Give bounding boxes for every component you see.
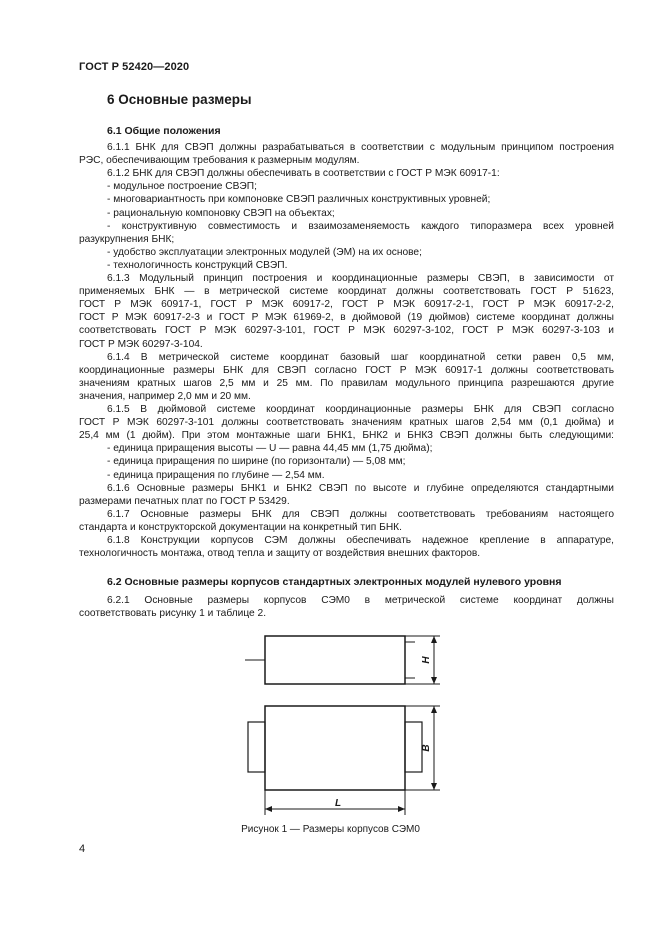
text-line: значения, например 2,0 мм и 20 мм. [79,390,251,402]
text-line: 6.1.7 Основные размеры БНК для СВЭП должны соответствовать требованиям настоящего [107,508,614,520]
dim-label-h: H [421,656,432,664]
text-line: 6.1.8 Конструкции корпусов СЭМ должны обеспечивать надежное крепление в аппаратуре, [107,535,614,546]
front-view-lead-left [248,722,265,772]
text-line: стандарта и конструкторской документации на конкретный тип БНК. [79,521,402,533]
front-view-lead-right [405,722,422,772]
dim-label-l: L [334,798,342,809]
text-line: 6.1.1 БНК для СВЭП должны разрабатываться в соответствии с модульным принципом построения [107,142,614,153]
text-line: РЭС, обеспечивающим требования к размерным модулям. [79,155,360,167]
text-line: - технологичность конструкций СВЭП. [107,259,288,271]
document-header: ГОСТ Р 52420—2020 [79,61,190,73]
text-line: 6.1.6 Основные размеры БНК1 и БНК2 СВЭП по высоте и глубине определяются стандартными [107,482,614,494]
text-line: 6.2.1 Основные размеры корпусов СЭМ0 в метрической системе координат должны [107,595,614,606]
text-line: разукрупнения БНК; [79,233,175,245]
arrow-l-left [265,806,272,812]
text-line: размерами печатных плат по ГОСТ Р 53429. [79,495,290,507]
text-line: ГОСТ Р МЭК 60917-2-3 и ГОСТ Р МЭК 61969-2, в дюймовой (19 дюймов) системе координат должны [79,312,614,324]
text-line: - единица приращения высоты — U — равна 44,45 мм (1,75 дюйма); [107,443,433,455]
text-line: - единица приращения по ширине (по горизонтали) — 5,08 мм; [107,456,406,468]
section-title: 6 Основные размеры [107,92,252,107]
subsection-title-6-1: 6.1 Общие положения [107,125,221,137]
text-line: - модульное построение СВЭП; [107,181,257,193]
text-line: 6.1.4 В метрической системе координат базовый шаг координатной сетки равен 0,5 мм, [107,351,614,363]
text-line: ГОСТ Р МЭК 60917-1, ГОСТ Р МЭК 60917-2, ГОСТ Р МЭК 60917-2-1, ГОСТ Р МЭК 60917-2-2, [79,299,614,311]
text-line: ГОСТ Р МЭК 60297-3-104. [79,338,203,350]
text-line: - рациональную компоновку СВЭП на объектах; [107,207,335,219]
arrow-h-bottom [431,677,437,684]
text-line: - удобство эксплуатации электронных модулей (ЭМ) на их основе; [107,246,422,258]
text-line: соответствовать ГОСТ Р МЭК 60297-3-101, ГОСТ Р МЭК 60297-3-102, ГОСТ Р МЭК 60297-3-103 и [79,325,614,337]
text-line: 25,4 мм (1 дюйм). При этом монтажные шаги БНК1, БНК2 и БНК3 СВЭП должны быть следующими: [79,430,614,442]
arrow-h-top [431,636,437,643]
text-line: 6.1.3 Модульный принцип построения и координационные размеры СВЭП, в зависимости от [107,273,614,284]
arrow-l-right [398,806,405,812]
subsection-title-6-2: 6.2 Основные размеры корпусов стандартных электронных модулей нулевого уровня [107,576,562,588]
dim-label-b: B [421,744,432,752]
text-line: соответствовать рисунку 1 и таблице 2. [79,608,267,620]
top-view-body [265,636,405,684]
text-line: 6.1.5 В дюймовой системе координат координационные размеры БНК для СВЭП согласно [107,404,614,415]
figure-caption: Рисунок 1 — Размеры корпусов СЭМ0 [241,824,420,835]
page-number: 4 [79,843,86,855]
text-line: - многовариантность при компоновке СВЭП различных конструктивных уровней; [107,194,491,206]
text-line: значениям кратных шагов 2,5 мм и 25 мм. По правилам модульного принципа разрешаются другие [79,377,614,389]
arrow-b-top [431,706,437,713]
arrow-b-bottom [431,783,437,790]
text-line: координационные размеры БНК для СВЭП согласно ГОСТ Р МЭК 60917-1 должны соответствовать [79,364,614,376]
text-line: - единица приращения по глубине — 2,54 мм. [107,469,325,481]
text-line: 6.1.2 БНК для СВЭП должны обеспечивать в соответствии с ГОСТ Р МЭК 60917-1: [107,168,500,180]
text-line: - конструктивную совместимость и взаимозаменяемость каждого типоразмера всех уровней [107,220,614,232]
text-line: ГОСТ Р МЭК 60297-3-101 должны соответствовать значениям кратных шагов 2,54 мм (0,1 дюйма) и [79,417,614,429]
front-view-body [265,706,405,790]
text-line: применяемых БНК — в метрической системе координат должны соответствовать ГОСТ Р 51623, [79,286,614,298]
text-line: технологичность монтажа, отвод тепла и защиту от воздействия внешних факторов. [79,548,481,560]
